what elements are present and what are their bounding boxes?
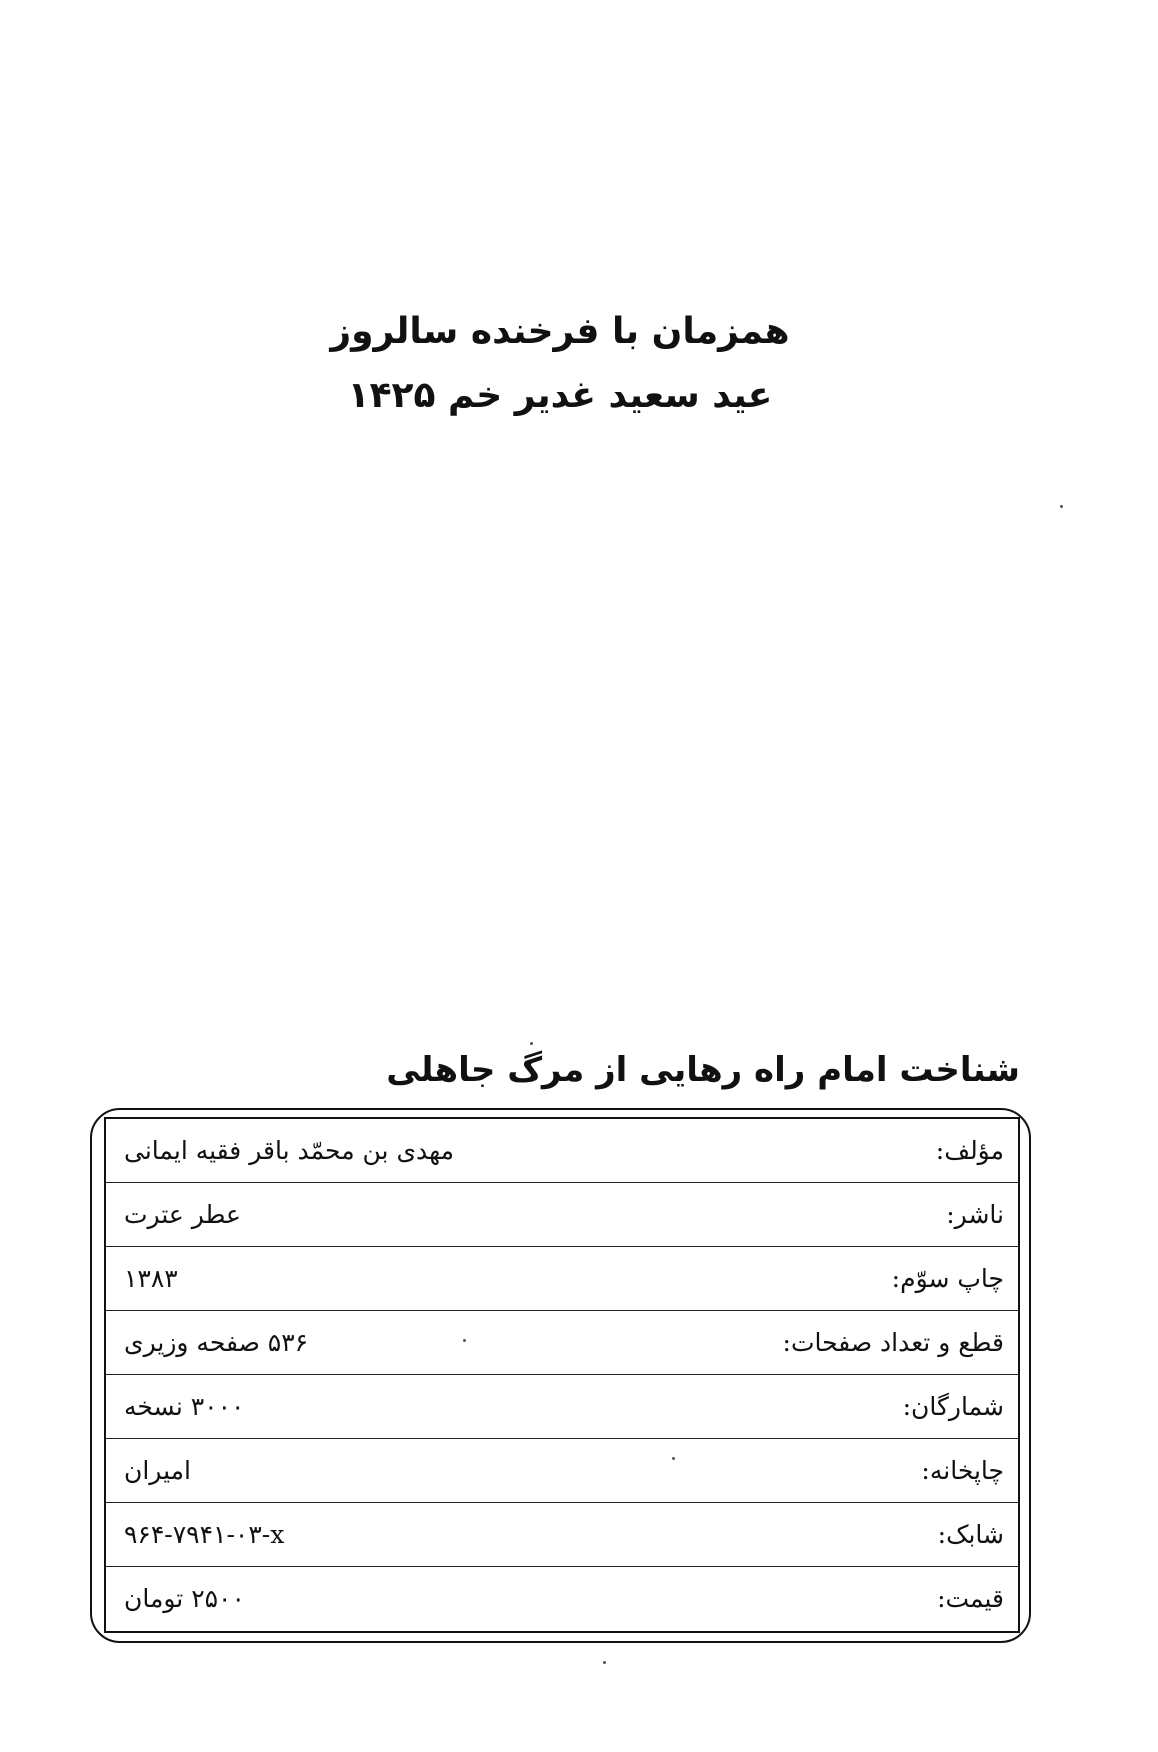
- row-label: چاپخانه:: [921, 1456, 1004, 1485]
- row-label: شابک:: [937, 1520, 1004, 1549]
- row-value: ۵۳۶ صفحه وزیری: [124, 1328, 309, 1357]
- row-value: ۲۵۰۰ تومان: [124, 1584, 245, 1613]
- row-value: ۳۰۰۰ نسخه: [124, 1392, 245, 1421]
- colophon-row-publisher: [106, 1183, 1018, 1247]
- scan-speck: [603, 1661, 606, 1664]
- book-title: شناخت امام راه رهایی از مرگ جاهلی: [386, 1050, 1020, 1090]
- colophon-row-printer: [106, 1439, 1018, 1503]
- row-label: ناشر:: [946, 1200, 1004, 1229]
- row-value: مهدی بن محمّد باقر فقیه ایمانی: [124, 1136, 455, 1165]
- colophon-row-print-run: [106, 1375, 1018, 1439]
- colophon-row-isbn: [106, 1503, 1018, 1567]
- scan-speck: [530, 1042, 533, 1045]
- colophon-row-edition: [106, 1247, 1018, 1311]
- row-label: چاپ سوّم:: [891, 1264, 1004, 1293]
- row-value: ۱۳۸۳: [124, 1264, 178, 1293]
- scan-speck: [463, 1339, 466, 1342]
- dedication-line-1: همزمان با فرخنده سالروز: [330, 311, 790, 352]
- colophon-row-price: [106, 1567, 1018, 1631]
- row-label: قیمت:: [937, 1584, 1004, 1613]
- row-label: شمارگان:: [902, 1392, 1004, 1421]
- dedication-line-2: عید سعید غدیر خم ۱۴۲۵: [347, 375, 773, 416]
- row-value: ۹۶۴-۷۹۴۱-۰۳-x: [124, 1520, 285, 1549]
- scan-speck: [1060, 505, 1063, 508]
- colophon-table: [104, 1117, 1020, 1633]
- colophon-row-author: [106, 1119, 1018, 1183]
- dedication-block: [330, 300, 790, 428]
- row-label: مؤلف:: [935, 1136, 1004, 1165]
- row-label: قطع و تعداد صفحات:: [782, 1328, 1004, 1357]
- row-value: عطر عترت: [124, 1200, 241, 1229]
- scan-speck: [672, 1457, 675, 1460]
- colophon-row-format-pages: [106, 1311, 1018, 1375]
- row-value: امیران: [124, 1456, 191, 1485]
